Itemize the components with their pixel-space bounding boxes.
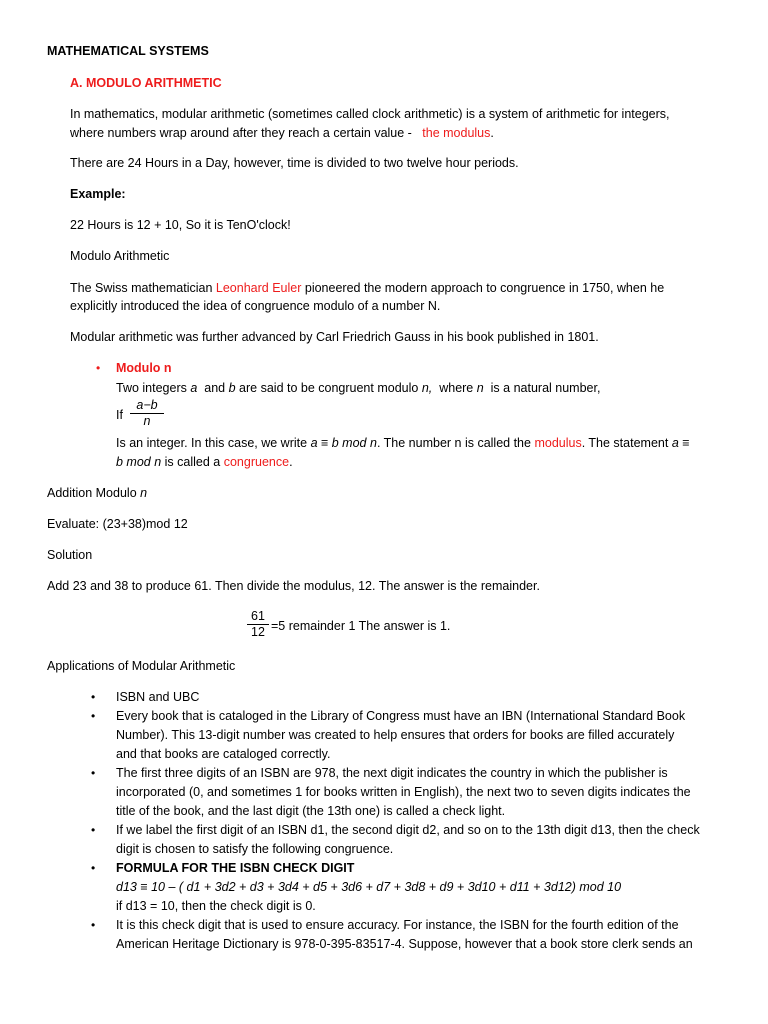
bullet-digits-line-1: The first three digits of an ISBN are 978, the next digit indicates the country in which the publisher is: [116, 766, 668, 780]
bullet: •: [91, 861, 96, 875]
congruence-term: congruence: [223, 455, 290, 469]
bullet-library-line-1: Every book that is cataloged in the Library of Congress must have an IBN (International Standard Book: [116, 709, 686, 723]
bullet-digits-line-2: incorporated (0, and sometimes 1 for books written in English), the next two to seven digits indicates the: [116, 785, 691, 799]
congruent-definition: Two integers a and b are said to be congruent modulo n, where n is a natural number,: [116, 381, 601, 395]
bullet: •: [91, 766, 96, 780]
modulo-n-heading: Modulo n: [116, 361, 172, 375]
bullet-library-line-3: and that books are cataloged correctly.: [116, 747, 331, 761]
modulus-term: modulus: [534, 436, 582, 450]
fraction-61-over-12: $\frac{61}{12}$: [247, 609, 269, 640]
evaluate-line: Evaluate: (23+38)mod 12: [47, 517, 188, 531]
congruence-line-1: Is an integer. In this case, we write a ≡ b mod n. The number n is called the modulus. The statement a ≡: [116, 436, 690, 450]
modulus-highlight: the modulus: [422, 126, 491, 140]
euler-line-2: explicitly introduced the idea of congruence modulo of a number N.: [70, 299, 441, 313]
euler-line-1: The Swiss mathematician Leonhard Euler pioneered the modern approach to congruence in 1750, when he: [70, 281, 665, 295]
formula-note: if d13 = 10, then the check digit is 0.: [116, 899, 316, 913]
add-explanation: Add 23 and 38 to produce 61. Then divide the modulus, 12. The answer is the remainder.: [47, 579, 540, 593]
bullet-label-digits-line-2: digit is chosen to satisfy the following congruence.: [116, 842, 394, 856]
if-label: If: [116, 408, 123, 422]
bullet-isbn-ubc: ISBN and UBC: [116, 690, 200, 704]
example-label: Example:: [70, 187, 126, 201]
bullet-digits-line-3: title of the book, and the last digit (the 13th one) is called a check light.: [116, 804, 506, 818]
doc-title: MATHEMATICAL SYSTEMS: [47, 44, 209, 58]
gauss-paragraph: Modular arithmetic was further advanced by Carl Friedrich Gauss in his book published in 1801.: [70, 330, 599, 344]
solution-label: Solution: [47, 548, 93, 562]
bullet: •: [91, 918, 96, 932]
bullet: •: [91, 690, 96, 704]
addition-modulo-heading: Addition Modulo n: [47, 486, 148, 500]
isbn-formula: d13 ≡ 10 – ( d1 + 3d2 + d3 + 3d4 + d5 + 3d6 + d7 + 3d8 + d9 + 3d10 + d11 + 3d12) mod 10: [116, 880, 622, 894]
bullet-check-digit-line-2: American Heritage Dictionary is 978-0-395-83517-4. Suppose, however that a book store clerk sends an: [116, 937, 693, 951]
bullet-library-line-2: Number). This 13-digit number was created to help ensures that orders for books are filled accurately: [116, 728, 675, 742]
remainder-result: =5 remainder 1 The answer is 1.: [271, 619, 451, 633]
bullet: •: [91, 823, 96, 837]
formula-heading: FORMULA FOR THE ISBN CHECK DIGIT: [116, 861, 355, 875]
bullet-check-digit-line-1: It is this check digit that is used to ensure accuracy. For instance, the ISBN for the fourth edition of the: [116, 918, 679, 932]
intro-line-1: In mathematics, modular arithmetic (sometimes called clock arithmetic) is a system of arithmetic for integers,: [70, 107, 670, 121]
fraction-a-minus-b-over-n: $\frac{a-b}{n}$: [130, 398, 164, 429]
intro-line-2: where numbers wrap around after they reach a certain value - the modulus.: [70, 126, 494, 140]
bullet: •: [91, 709, 96, 723]
section-heading-modulo: A. MODULO ARITHMETIC: [70, 76, 222, 90]
example-text: 22 Hours is 12 + 10, So it is TenO'clock!: [70, 218, 291, 232]
modulo-arithmetic-heading: Modulo Arithmetic: [70, 249, 170, 263]
congruence-line-2: b mod n is called a congruence.: [116, 455, 293, 469]
hours-paragraph: There are 24 Hours in a Day, however, time is divided to two twelve hour periods.: [70, 156, 519, 170]
euler-name: Leonhard Euler: [215, 281, 302, 295]
applications-heading: Applications of Modular Arithmetic: [47, 659, 236, 673]
bullet-red: •: [96, 361, 101, 375]
bullet-label-digits-line-1: If we label the first digit of an ISBN d1, the second digit d2, and so on to the 13th digit d13, then the check: [116, 823, 700, 837]
